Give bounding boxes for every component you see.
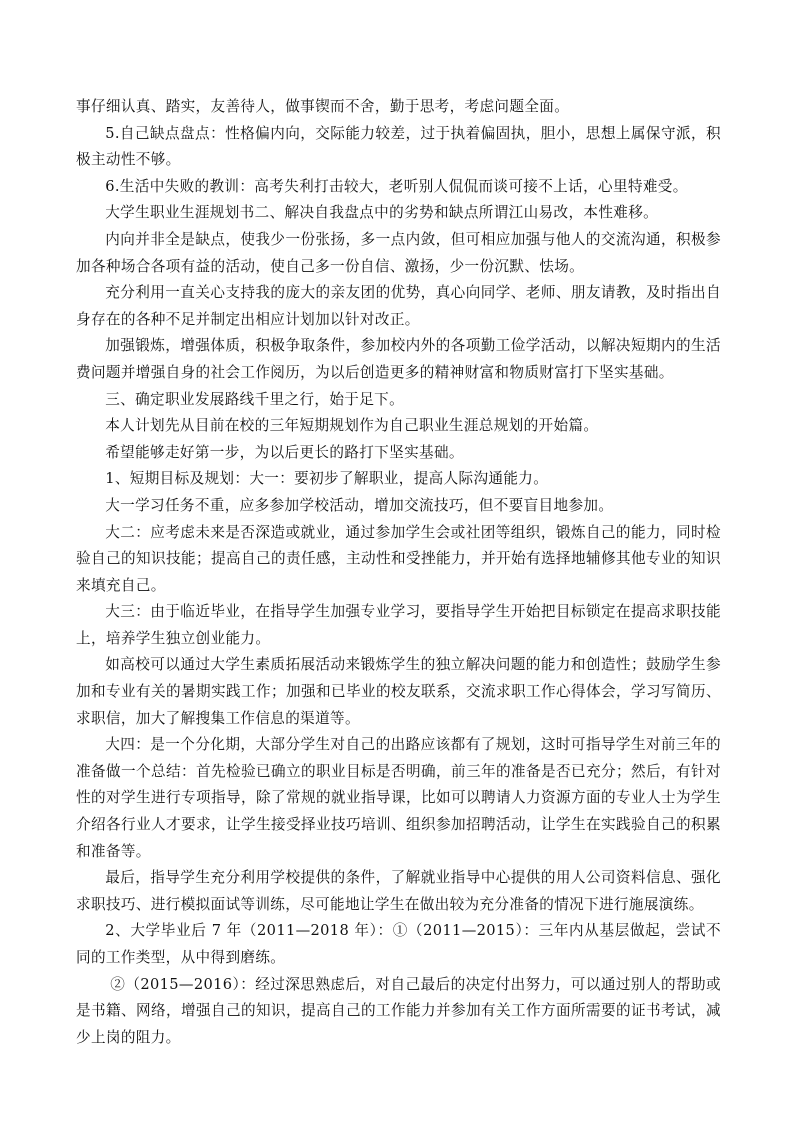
paragraph-introversion: 内向并非全是缺点，使我少一份张扬，多一点内敛，但可相应加强与他人的交流沟通，积极参加各种场合各项有益的活动，使自己多一份自信、激扬，少一份沉默、怯场。	[76, 230, 721, 275]
paragraph-seven-year-plan: 2、大学毕业后 7 年（2011—2018 年）：①（2011—2015）：三年内从基层做起，尝试不同的工作类型，从中得到磨练。	[76, 922, 721, 966]
paragraph-junior: 大三：由于临近毕业，在指导学生加强专业学习，要指导学生开始把目标锁定在提高求职技能上，培养学生独立创业能力。	[76, 603, 721, 647]
paragraph-weaknesses: 5.自己缺点盘点：性格偏内向，交际能力较差，过于执着偏固执，胆小，思想上属保守派，积极主动性不够。	[76, 124, 721, 169]
paragraph-failure-lessons: 6.生活中失败的教训：高考失利打击较大，老听别人侃侃而谈可接不上话，心里特难受。	[105, 177, 688, 195]
paragraph-short-term-plan: 本人计划先从目前在校的三年短期规划作为自己职业生涯总规划的开始篇。	[105, 417, 599, 435]
paragraph-phase-two: ②（2015—2016）：经过深思熟虑后，对自己最后的决定付出努力，可以通过别人的帮助或是书籍、网络，增强自己的知识，提高自己的工作能力并参加有关工作方面所需要的证书考试，减少上岗的阻力。	[76, 975, 721, 1046]
paragraph-quality-activities: 如高校可以通过大学生素质拓展活动来锻炼学生的独立解决问题的能力和创造性；鼓励学生参加和专业有关的暑期实践工作；加强和已毕业的校友联系，交流求职工作心得体会，学习写简历、求职信，加大了解搜集工作信息的渠道等。	[76, 656, 721, 727]
paragraph-first-step: 希望能够走好第一步，为以后更长的路打下坚实基础。	[105, 443, 464, 461]
paragraph-freshman: 大一学习任务不重，应多参加学校活动，增加交流技巧，但不要盲目地参加。	[105, 496, 614, 514]
paragraph-exercise: 加强锻炼，增强体质，积极争取条件，参加校内外的各项勤工俭学活动，以解决短期内的生活费问题并增强自身的社会工作阅历，为以后创造更多的精神财富和物质财富打下坚实基础。	[76, 337, 721, 381]
paragraph-sophomore: 大二：应考虑未来是否深造或就业，通过参加学生会或社团等组织，锻炼自己的能力，同时检验自己的知识技能；提高自己的责任感，主动性和受挫能力，并开始有选择地辅修其他专业的知识来填充自己。	[76, 523, 721, 594]
document-body	[76, 94, 721, 1051]
paragraph-finally: 最后，指导学生充分利用学校提供的条件，了解就业指导中心提供的用人公司资料信息、强化求职技巧、进行模拟面试等训练，尽可能地让学生在做出较为充分准备的情况下进行施展演练。	[76, 869, 721, 913]
paragraph-short-term-goals: 1、短期目标及规划：大一：要初步了解职业，提高人际沟通能力。	[105, 470, 549, 488]
paragraph-strengths-continued: 事仔细认真、踏实，友善待人，做事锲而不舍，勤于思考，考虑问题全面。	[76, 98, 570, 115]
paragraph-section-two-heading: 大学生职业生涯规划书二、解决自我盘点中的劣势和缺点所谓江山易改，本性难移。	[105, 204, 659, 222]
paragraph-family-support: 充分利用一直关心支持我的庞大的亲友团的优势，真心向同学、老师、朋友请教，及时指出自身存在的各种不足并制定出相应计划加以针对改正。	[76, 284, 721, 328]
paragraph-section-three-heading: 三、确定职业发展路线千里之行，始于足下。	[105, 390, 405, 408]
paragraph-senior: 大四：是一个分化期，大部分学生对自己的出路应该都有了规划，这时可指导学生对前三年的准备做一个总结：首先检验已确立的职业目标是否明确，前三年的准备是否已充分；然后，有针对性的对学生进行专项指导，除了常规的就业指导课，比如可以聘请人力资源方面的专业人士为学生介绍各行业人才要求，让学生接受择业技巧培训、组织参加招聘活动，让学生在实践验自己的积累和准备等。	[76, 736, 721, 860]
